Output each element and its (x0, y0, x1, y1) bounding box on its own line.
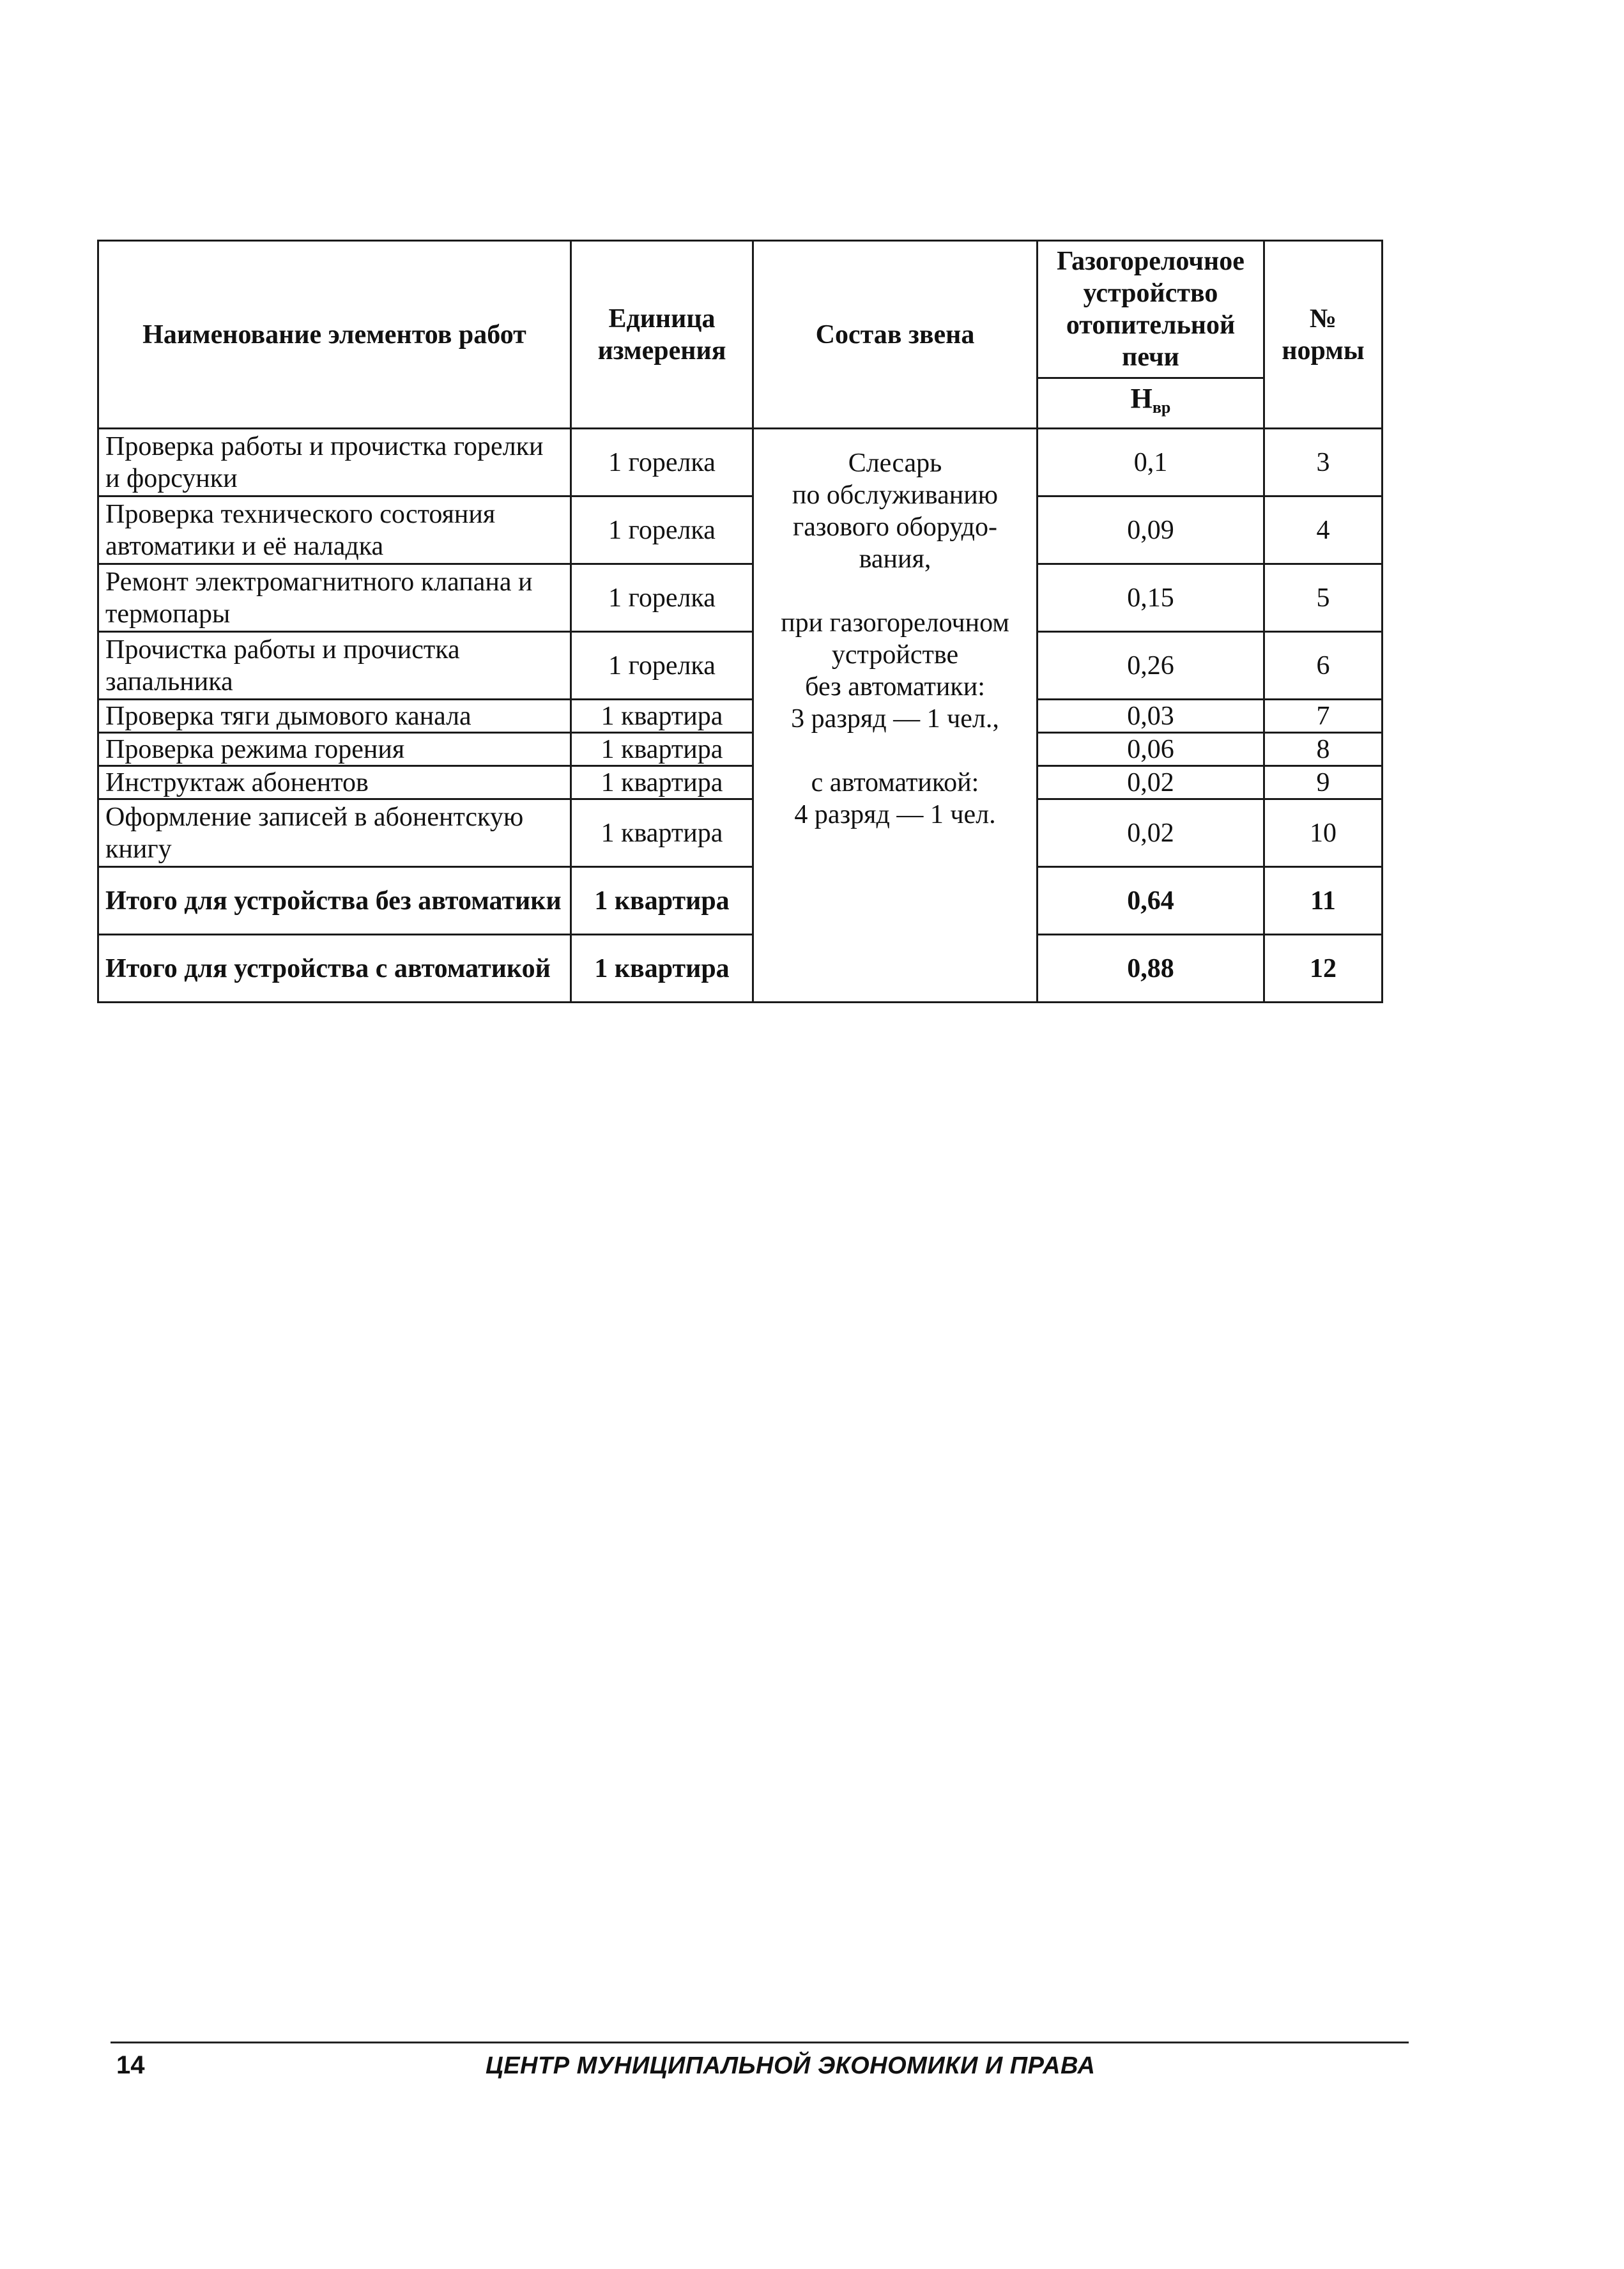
table-row (98, 564, 1383, 632)
publisher-name: ЦЕНТР МУНИЦИПАЛЬНОЙ ЭКОНОМИКИ И ПРАВА (486, 2052, 1096, 2079)
row-norm-number: 9 (1264, 766, 1383, 799)
row-norm-number: 5 (1264, 564, 1383, 632)
page-number: 14 (116, 2051, 145, 2079)
total-unit: 1 квартира (571, 867, 753, 935)
table-row (98, 632, 1383, 700)
table-row (98, 766, 1383, 799)
row-name: Проверка тяги дымового канала (98, 700, 571, 733)
row-name: Проверка технического состояния автоматики и её наладка (98, 496, 571, 564)
crew-line: устройстве (831, 640, 959, 670)
row-name: Проверка режима горения (98, 733, 571, 766)
row-norm-number: 3 (1264, 429, 1383, 496)
table-row (98, 429, 1383, 496)
total-norm-number: 12 (1264, 935, 1383, 1003)
table-row-total (98, 867, 1383, 935)
row-unit: 1 квартира (571, 799, 753, 867)
crew-line: 4 разряд — 1 чел. (794, 800, 996, 829)
row-time-norm: 0,02 (1038, 799, 1264, 867)
time-norm-symbol: Н (1130, 383, 1153, 414)
crew-line: Слесарь (848, 449, 942, 478)
row-norm-number: 4 (1264, 496, 1383, 564)
row-time-norm: 0,26 (1038, 632, 1264, 700)
total-time-norm: 0,64 (1038, 867, 1264, 935)
row-unit: 1 горелка (571, 496, 753, 564)
row-unit: 1 горелка (571, 429, 753, 496)
norms-table (97, 240, 1383, 1003)
total-time-norm: 0,88 (1038, 935, 1264, 1003)
table-row (98, 700, 1383, 733)
table-row-total (98, 935, 1383, 1003)
row-name: Прочистка работы и прочистка запальника (98, 632, 571, 700)
crew-line: 3 разряд — 1 чел., (791, 704, 999, 734)
row-unit: 1 квартира (571, 766, 753, 799)
row-name: Оформление записей в абонентскую книгу (98, 799, 571, 867)
row-name: Инструктаж абонентов (98, 766, 571, 799)
total-unit: 1 квартира (571, 935, 753, 1003)
crew-composition (753, 429, 1038, 1003)
crew-line: по обслуживанию (792, 481, 999, 510)
header-work-elements: Наименование элементов работ (98, 241, 571, 429)
row-norm-number: 8 (1264, 733, 1383, 766)
total-norm-number: 11 (1264, 867, 1383, 935)
row-unit: 1 горелка (571, 632, 753, 700)
row-unit: 1 горелка (571, 564, 753, 632)
table-row (98, 496, 1383, 564)
table-row (98, 733, 1383, 766)
row-time-norm: 0,03 (1038, 700, 1264, 733)
crew-line: газового оборудо- (793, 512, 997, 542)
row-unit: 1 квартира (571, 700, 753, 733)
row-time-norm: 0,06 (1038, 733, 1264, 766)
row-time-norm: 0,09 (1038, 496, 1264, 564)
row-time-norm: 0,02 (1038, 766, 1264, 799)
row-time-norm: 0,15 (1038, 564, 1264, 632)
time-norm-subscript: вр (1152, 398, 1171, 417)
header-crew: Состав звена (753, 241, 1038, 429)
header-time-norm (1038, 378, 1264, 429)
row-norm-number: 10 (1264, 799, 1383, 867)
row-name: Проверка работы и прочистка горелки и форсунки (98, 429, 571, 496)
crew-line: с автоматикой: (811, 768, 979, 797)
header-norm-number: № нормы (1264, 241, 1383, 429)
row-norm-number: 6 (1264, 632, 1383, 700)
row-name: Ремонт электромагнитного клапана и термопары (98, 564, 571, 632)
crew-line: при газогорелочном (781, 608, 1009, 638)
row-time-norm: 0,1 (1038, 429, 1264, 496)
crew-line: без автоматики: (805, 672, 985, 702)
header-unit: Единица измерения (571, 241, 753, 429)
footer-divider (111, 2042, 1409, 2043)
total-name: Итого для устройства с автоматикой (98, 935, 571, 1003)
table-row (98, 799, 1383, 867)
row-unit: 1 квартира (571, 733, 753, 766)
row-norm-number: 7 (1264, 700, 1383, 733)
total-name: Итого для устройства без автоматики (98, 867, 571, 935)
header-device: Газогорелочное устройство отопительной печи (1038, 241, 1264, 378)
crew-line: вания, (859, 544, 931, 574)
